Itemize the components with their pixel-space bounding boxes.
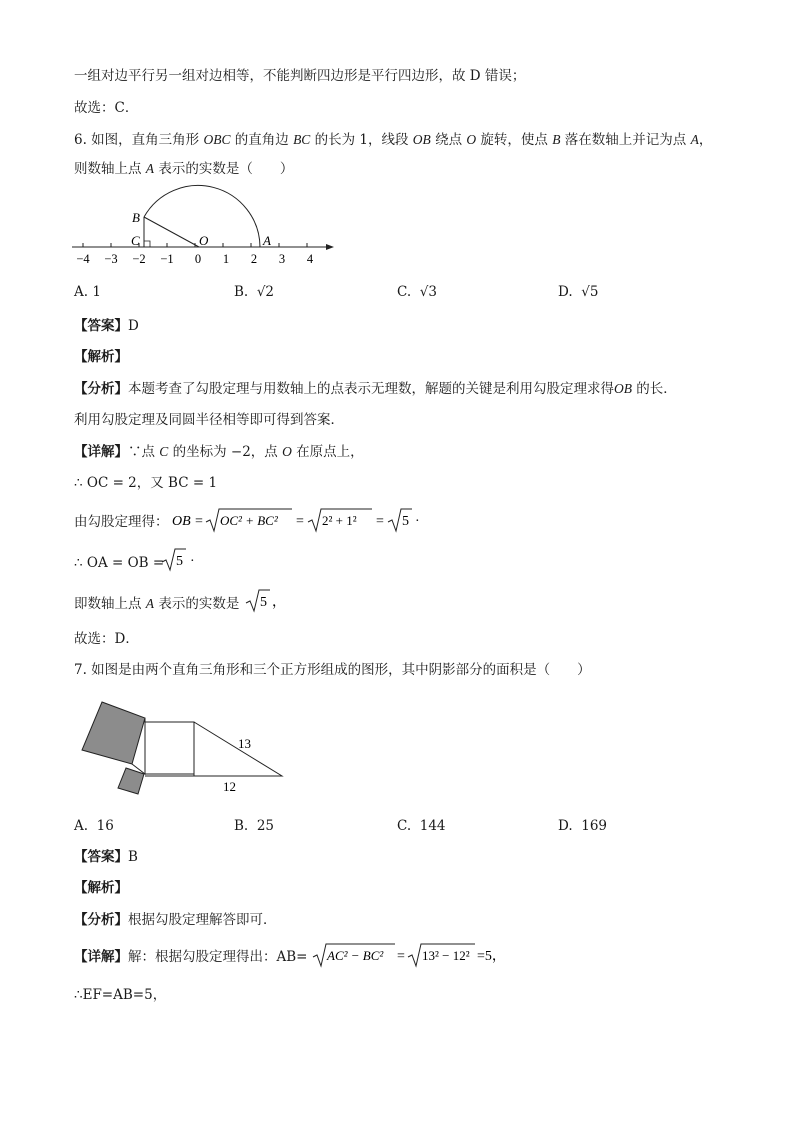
formula-eq: = (397, 949, 405, 964)
q6-choose: 故选：D． (74, 631, 139, 647)
q6-stem-line-2: 则数轴上点 A 表示的实数是（ ） (74, 161, 294, 177)
q6-step-2-formula (172, 505, 422, 535)
q6-number-line-figure (68, 200, 340, 270)
q7-answer: 【答案】B (74, 849, 138, 865)
label-base-12: 12 (223, 779, 236, 794)
q6-step-1: ∴ OC = 2，又 BC = 1 (74, 475, 218, 491)
q6-option-c: C. √3 (397, 284, 437, 300)
axis-arrow (326, 244, 334, 250)
middle-square (145, 722, 194, 774)
q7-detail-formula (311, 940, 511, 970)
tick-label: −1 (160, 252, 174, 266)
label-b: B (132, 210, 140, 225)
tick-label: 0 (194, 252, 202, 266)
formula-sqrt5: 5 (176, 554, 183, 569)
shaded-square-small (118, 768, 144, 794)
label-o: O (199, 233, 209, 248)
q7-option-c: C. 144 (397, 818, 446, 834)
text-line-2: 故选：C． (74, 100, 139, 116)
formula-ac-bc: AC² − BC² (327, 948, 384, 963)
formula-comma: ， (272, 595, 286, 610)
segment-ob (144, 217, 199, 247)
q7-fenxi: 【分析】根据勾股定理解答即可． (74, 912, 277, 928)
label-a: A (263, 233, 271, 248)
q6-option-b: B. √2 (234, 284, 275, 300)
q6-answer: 【答案】D (74, 318, 139, 334)
tick-label: 1 (222, 252, 230, 266)
q6-stem-line-1: 6. 如图，直角三角形 OBC 的直角边 BC 的长为 1，线段 OB 绕点 O 旋转，使点 B 落在数轴上并记为点 A， (74, 132, 713, 148)
right-triangle (145, 722, 282, 776)
q6-step-3: ∴ OA = OB = (74, 555, 165, 571)
q6-step-4-radical (244, 587, 284, 615)
tick-label: −2 (132, 252, 146, 266)
label-hyp-13: 13 (238, 736, 251, 751)
shaded-square-large (82, 702, 145, 764)
q6-fenxi-line-2: 利用勾股定理及同圆半径相等即可得到答案． (74, 412, 344, 428)
right-angle-mark (144, 241, 150, 247)
formula-oc-bc: OC² + BC² (220, 513, 278, 528)
tick-labels (76, 252, 314, 266)
text-line-1: 一组对边平行另一组对边相等，不能判断四边形是平行四边形，故 D 错误； (74, 68, 526, 84)
formula-sqrt5: 5 (402, 514, 409, 529)
q6-option-d: D. √5 (558, 284, 599, 300)
q6-step-2: 由勾股定理得： (74, 514, 169, 530)
q7-analysis-heading: 【解析】 (74, 880, 128, 896)
q7-option-d: D. 169 (558, 818, 608, 834)
formula-eq: = (376, 514, 384, 529)
q7-option-b: B. 25 (234, 818, 274, 834)
formula-result: =5， (477, 949, 506, 964)
q6-detail: 【详解】∵点 C 的坐标为 −2，点 O 在原点上， (74, 444, 364, 460)
q6-analysis-heading: 【解析】 (74, 349, 128, 365)
q6-option-a: A. 1 (74, 284, 101, 300)
q7-stem: 7. 如图是由两个直角三角形和三个正方形组成的图形，其中阴影部分的面积是（ ） (74, 662, 591, 678)
tick-label: 3 (278, 252, 286, 266)
formula-13-12: 13² − 12² (422, 948, 470, 963)
formula-sqrt5: 5 (260, 595, 267, 610)
q7-final: ∴EF=AB=5， (74, 987, 167, 1003)
formula-2-1: 2² + 1² (322, 513, 357, 528)
q6-step-3-radical (160, 546, 200, 574)
tick-label: −4 (76, 252, 90, 266)
q7-squares-figure (78, 698, 288, 798)
label-c: C (131, 233, 140, 248)
formula-dot: · (415, 514, 420, 529)
formula-dot: · (190, 554, 195, 569)
q6-step-4: 即数轴上点 A 表示的实数是 (74, 596, 240, 612)
q6-fenxi: 【分析】本题考查了勾股定理与用数轴上的点表示无理数，解题的关键是利用勾股定理求得OB 的长． (74, 381, 677, 397)
q7-option-a: A. 16 (74, 818, 114, 834)
tick-label: −3 (104, 252, 118, 266)
q7-detail: 【详解】解：根据勾股定理得出：AB= (74, 949, 308, 965)
tick-label: 4 (306, 252, 314, 266)
formula-ob: OB = (172, 514, 204, 529)
tick-label: 2 (250, 252, 258, 266)
formula-eq: = (296, 514, 304, 529)
